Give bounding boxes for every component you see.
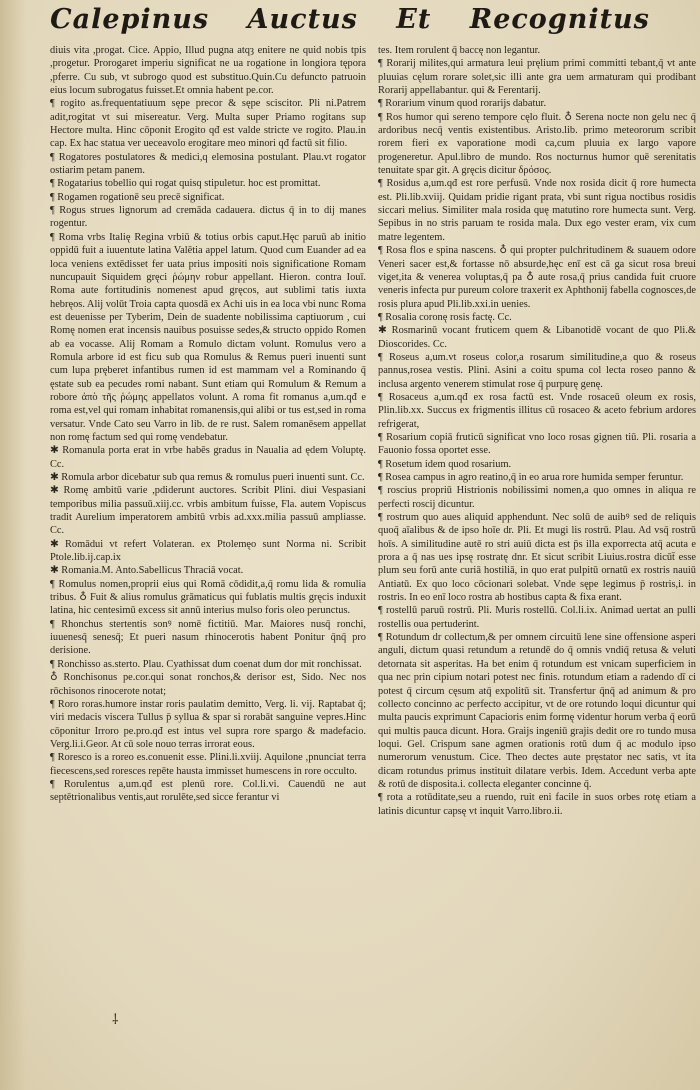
dictionary-entry: ¶ Rotundum dr collectum,& per omnem circuitū lene sine offensione asperi anguli, dictum quasi retundum a retundē do q̄ omnis vndiq̄ retusa & veluti detornata sit asperitas. Ha bet enim q̄ rotundum est vnicam superficiem in qua nec prin cipium notari potest nec finis. rotundum etiam a radendo dī ci potest q̄ circum cęsum atq̄ expolitū sit. Transfertur q̄nq̄ ad animum & pro collecto concinno ac perfecto accipitur, vt de ore rotundo loqui dicuntur qui multa paucis exprimunt Capacioris enim formę videntur horum verba q̄ eorū qui multis pauca dicunt. Hora. Graijs ingeniū grajis dedit ore ro tundo musa loqui. Gel. Crispum sane agmen orationis rotū dum q̄ ac modulo ipso numerorum venustum. Cice. Theo dectes aute pręstator nec satis, vt ita dicam rotundus primus instituit dilatare verbis. Idem. Accedunt verba apte & rotū de disposita.i. collecta eleganter concinne q̄. — [378, 632, 696, 790]
dictionary-entry: ¶ Rosetum idem quod rosarium. — [378, 458, 512, 470]
dictionary-entry: ¶ rostrum quo aues aliquid apphendunt. Nec solū de auibꝰ sed de reliquis quoq̄ aīalibus & de ipso hoīe dr. Pli. Et mugi lis rostrū. Plau. Ad vsq̄ rostrū hoīs. A similitudine autē ro stri auiū dicta est p̄s illa exporrecta atq̄ acuta e prora a q̄ nas ues ipsę rostratę dnr. Et sicut scribit Liuius.rostra dicūt̄ esse plum seu forū ante curiā hostiliā, in quo erat pulpitū ornatū ex rostris nauiū Antiatū. Ex quo loco cōcionari solebat. Vnde sępe legimus p̄ rostris,i. in rostris. In eo enī loco rostra ab hostibus capta & fixa erant. — [378, 512, 696, 604]
running-head-word-1: Calepinus — [50, 4, 210, 35]
dictionary-entry: ¶ Roseus a,um.vt roseus color,a rosarum similitudine,a quo & roseus pannus,rosea vestis. Plini. Asini a coitu spuma col lecta roseo panno & inclusa argento venerem stimulat rose q̄ purpurę genę. — [378, 351, 696, 390]
running-head-word-2: Auctus — [247, 4, 358, 35]
ink-blot: ⸸ — [112, 1012, 119, 1028]
dictionary-entry: ¶ Roma vrbs Italię Regina vrbiū & totius orbis caput.Hęc paruū ab initio oppidū fuit a iuuentute latina Valētia appel latum. Quod cum Euander ad ea loca veniens extēdisset fer uata prius impositi nois significatione Romam nuncupauit Siquidem gręci ῥώμην robur appellant. Hieron. contra Iouī. Roma aute fortitudinis nomenest apud gręcos, aut sublimi tatis iuxta hebręos. Alij volūt Troia capta quosdā ex Achi uis in ea loca vbi nunc Roma est deuenisse per Tyberim, Dein de suadente nobilissima captiuorum , cui Romę nomen erat incensis nauibus posuisse sedes,& structo oppido Romen ab ea vocasse. Alij Romam a Romulo dictam volunt. Romulus vero a Romula arbore id est ficu sub qua Romulus & Remus pueri inuenti sunt cum lupa pręberet infantibus rumen id est mammam vel a Rominando q̄ ęstate sub ea pecudes romi nabant. Sunt etiam qui Romulum & Remum a robore ἀπὸ τῆς ῥώμης appellatos volunt. A roma fit romanus a,um.qđ e roma est,vel qui romam inhabitat romanensis,qui alibi or tus est,sed in roma versatur. Vnde Cato seu Varro in lib. de re rust. Salem romanēsem appellat non romę factum sed qui romę vendebatur. — [50, 231, 366, 443]
running-head — [0, 4, 700, 44]
dictionary-entry: ✱ Romādui vt refert Volateran. ex Ptolemęo sunt Norma ni. Scribit Ptole.lib.ij.cap.ix — [50, 538, 366, 564]
dictionary-entry: ¶ Rogatores postulatores & medici,q elemosina postulant. Plau.vt rogator ostiarim petam panem. — [50, 151, 366, 177]
dictionary-entry: ¶ Rorarium vinum quod rorarijs dabatur. — [378, 98, 547, 110]
dictionary-entry: ¶ Rogamen rogationē seu precē significat. — [50, 191, 225, 203]
dictionary-entry: ¶ rostellū paruū rostrū. Pli. Muris rostellū. Col.li.ix. Animad uertat an pulli rostellis oua pertuderint. — [378, 605, 696, 630]
dictionary-entry: ¶ Roro roras.humore instar roris paulatim demitto, Verg. li. vij. Raptabat q̄; viri medacis viscera Tullus p̄ syllua & spar si rorabāt sanguine vepres.Hinc cōponitur Irroro pe.pro.qđ est intus vel supra rore spargo & madefacio. Verg.li.i.Geor. At cū sole nouo terras irrorat eous. — [50, 698, 366, 750]
dictionary-entry: ✱ Romę ambitū varie ,pdiderunt auctores. Scribit Plini. diui Vespasiani temporibus milia passuū.xiij.cc. vrbis ambitum fuisse, Fla. autem Vopiscus tradit Aurelium imperatorem ambitū vrbis ad.xxx.milia passuū ampliasse. Cc. — [50, 485, 366, 537]
dictionary-entry: ¶ Rosalia coronę rosis factę. Cc. — [378, 311, 512, 323]
page-fold-shadow — [0, 0, 26, 1090]
dictionary-entry: ¶ Rorulentus a,um.qđ est plenū rore. Col.li.vi. Cauendū ne aut septētrionalibus ventis,aut rorulēte,sed sicce ferantur vi — [50, 778, 366, 804]
dictionary-entry: ¶ Rosarium copiā fruticū significat vno loco rosas gignen tiū. Pli. rosaria a Fauonio fossa oportet esse. — [378, 431, 696, 457]
dictionary-entry: ¶ roscius propriū Histrionis nobilissimi nomen,a quo omnes in aliqua re perfecti roscij dicuntur. — [378, 485, 696, 510]
dictionary-entry: ✱ Romania.M. Anto.Sabellicus Thraciā vocat. — [50, 565, 244, 577]
dictionary-entry: ✱ Rosmarinū vocant fruticem quem & Libanotidē vocant de quo Pli.& Dioscorides. Cc. — [378, 325, 696, 350]
dictionary-entry: ¶ Ronchisso as.sterto. Plau. Cyathissat dum coenat dum dor mit ronchissat. — [50, 658, 362, 670]
dictionary-entry: ¶ Rosidus a,um.qđ est rore perfusū. Vnde nox rosida dicit q̄ rore humecta est. Pli.lib.xviij. Quidam pridie rigant prata, vbi sunt rigua noctibus rosidis siccari melius. Similiter mala rosida quę matutino rore humecta sunt. Verg. Sepibus in no stris paruam te rosida mala. Dux ego vester eram, vix cum matre legentem. — [378, 178, 696, 243]
dictionary-entry: ¶ Roresco is a roreo es.conuenit esse. Plini.li.xviij. Aquilone ,pnunciat terra fiecescens,sed roresces repēte hausta immisset humescens in rore occulto. — [50, 752, 366, 777]
dictionary-entry: ¶ Rorarij milites,qui armatura leui pręlium primi committi tebant,q̄ vt ante pluuias cęlum rorare solet,sic illi ante gra uem armaturam qui prodibant Rorarij appellabantur. qui & Ferentarij. — [378, 58, 696, 97]
dictionary-entry: ¶ Rhonchus stertentis sonꝰ nomē fictitiū. Mar. Maiores nusq̄ ronchi, iuuenesq̄ senesq̄; Et pueri nasum rhinocerotis habent Ponitur q̄nq̄ pro derisione. — [50, 618, 366, 657]
left-column — [50, 44, 366, 1044]
running-head-word-4: Recognitus — [469, 4, 650, 35]
dictionary-entry: ¶ Rosa flos e spina nascens. ♁ qui propter pulchritudinem & suauem odore Veneri sacer est,& fortasse nō absurde,hęc enī est cā ga sicut rosa breui viget,ita & venerea voluptas,q̄ pa ♁ aute rosa,q̄ prius candida fuit cruore veneris infecta pur pureum colore traxerit ex Aphthonij fabella cognosces,de rosis plura apud Pli.lib.xxi.in uenies. — [378, 245, 696, 310]
dictionary-entry: ¶ Ros humor qui sereno tempore cęlo fluit. ♁ Serena nocte non gelu nec q̄ ardoribus necq̄ ventis existentibus. Aristo.lib. primo meteororum scribit rorem fieri ex vaporatione modi ca,cum pluuia ex largo vapore progeneretur. Apul.libro de mundo. Ros nocturnus humor quē serenitatis tenuitate spar git. A gręcis dicitur δρόσος. — [378, 111, 696, 177]
dictionary-entry: ¶ Rogatarius tobellio qui rogat quisq stipuletur. hoc est promittat. — [50, 178, 321, 190]
running-head-word-3: Et — [396, 4, 432, 35]
dictionary-entry: ¶ Rogus strues lignorum ad cremāda cadauera. dictus q̄ in to dij manes rogentur. — [50, 205, 366, 230]
dictionary-entry: diuis vita ,progat. Cice. Appio, Illud pugna atqȝ enitere ne quid nobis tpis ,progetur. Prorogaret imperiu significat ne ua rogatione in longiora tępora ,pferre. Cu sub, vt subrogo quod est substituo.Quin.Cu defuncto patruoin eius locum subrogatus fuisset.Et omnia habent pe.cor. — [50, 45, 366, 97]
dictionary-entry: ¶ Rosaceus a,um.qđ ex rosa factū est. Vnde rosaceū oleum ex rosis, Plin.lib.xx. Succus ex frigmentis illitus cū rosaceo & aceto febrium ardores refrigerat, — [378, 391, 696, 430]
dictionary-entry: ✱ Romanula porta erat in vrbe habēs gradus in Naualia ad ędem Voluptę. Cc. — [50, 445, 366, 470]
dictionary-entry: ♁ Ronchisonus pe.cor.qui sonat ronchos,& derisor est, Sido. Nec nos rōchisonos rinocerote notat; — [50, 672, 366, 697]
right-column — [378, 44, 696, 1044]
dictionary-entry: ¶ rogito as.frequentatiuum sępe precor & sępe sciscitor. Pli ni.Patrem adit,rogitat vt sui misereatur. Verg. Multa super Priamo rogitans sup Hectore multa. Hinc cōponit Erogito qđ est valde stricte ve rogito. Plau.in cap. Ex hac statua ver ueceavolo erogitare meo minori qđ factū sit filio. — [50, 98, 366, 150]
dictionary-entry: ✱ Romula arbor dicebatur sub qua remus & romulus pueri inuenti sunt. Cc. — [50, 472, 365, 483]
dictionary-entry: tes. Item rorulent q̄ baccę non legantur. — [378, 45, 541, 56]
dictionary-entry: ¶ rota a rotūditate,seu a ruendo, ruit eni facile in suos orbes rotę etiam a latinis dicuntur capsę vt inquit Varro.libro.ii. — [378, 792, 696, 817]
dictionary-entry: ¶ Rosea campus in agro reatino,q̄ in eo arua rore humida semper feruntur. — [378, 472, 684, 483]
dictionary-entry: ¶ Romulus nomen,proprii eius qui Romā cōdidit,a,q̄ romu lida & romulia tribus. ♁ Fuit & alius romulus grāmaticus qui fublatis multis gręcis induxit latina, hic centesimū excess sit annū interius mulso foris oleo perunctus. — [50, 578, 366, 617]
